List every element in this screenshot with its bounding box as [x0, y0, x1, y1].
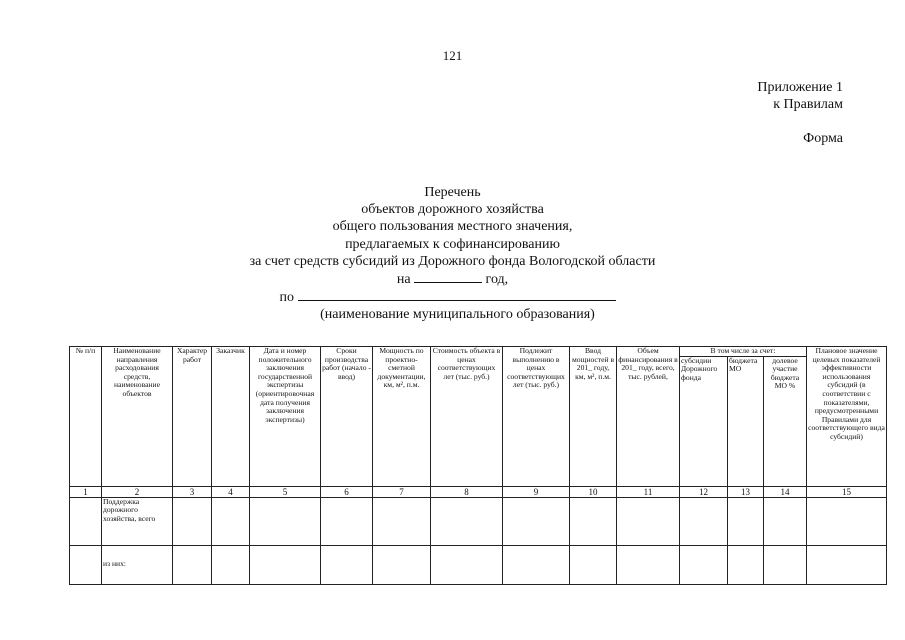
- municipality-prefix: по: [279, 290, 294, 306]
- header-commissioning: Ввод мощностей в 201_ году, км, м², п.м.: [570, 347, 617, 487]
- title-line-3: общего пользования местного значения,: [332, 219, 573, 235]
- title-line-4: предлагаемых к софинансированию: [345, 236, 560, 252]
- header-targets: Плановое значение целевых показателей эффективности использования субсидий (в соответствии с показателями, предусмотренными Правилами для соответствующего вида субсидий): [807, 347, 887, 487]
- header-number: № п/п: [70, 347, 102, 487]
- column-number: 8: [431, 486, 503, 497]
- header-mo-budget: бюджета МО: [728, 356, 764, 486]
- header-work-type: Характер работ: [173, 347, 212, 487]
- year-suffix: год,: [485, 272, 509, 288]
- header-expertise: Дата и номер положительного заключения государственной экспертизы (ориентировочная дата получения заключения экспертизы): [250, 347, 321, 487]
- document-title: [0, 184, 905, 324]
- year-line: [0, 270, 905, 288]
- municipality-blank: [298, 288, 616, 301]
- title-line-2: объектов дорожного хозяйства: [361, 202, 544, 218]
- header-name: Наименование направления расходования средств, наименование объектов: [102, 347, 173, 487]
- row-label: Поддержка дорожного хозяйства, всего: [102, 497, 173, 545]
- title-line-5: за счет средств субсидий из Дорожного фонда Вологодской области: [249, 253, 656, 269]
- table-header-row: [70, 347, 887, 357]
- header-capacity: Мощность по проектно-сметной документации, км, м², п.м.: [373, 347, 431, 487]
- column-number: 10: [570, 486, 617, 497]
- title-line-1: Перечень: [424, 185, 481, 200]
- column-number: 9: [503, 486, 570, 497]
- page-number: 121: [442, 48, 463, 63]
- appendix-line-1: Приложение 1: [757, 80, 843, 95]
- year-blank: [414, 270, 482, 283]
- column-numbers-row: [70, 486, 887, 497]
- column-number: 2: [102, 486, 173, 497]
- municipality-caption: (наименование муниципального образования): [320, 307, 595, 323]
- header-road-fund: субсидии Дорожного фонда: [680, 356, 728, 486]
- column-number: 7: [373, 486, 431, 497]
- header-financing: Объем финансирования в 201_ году, всего, тыс. рублей,: [617, 347, 680, 487]
- header-customer: Заказчик: [212, 347, 250, 487]
- header-group-including: В том числе за счет:: [680, 347, 807, 357]
- column-number: 14: [764, 486, 807, 497]
- column-number: 3: [173, 486, 212, 497]
- header-to-execute: Подлежит выполнению в ценах соответствующих лет (тыс. руб.): [503, 347, 570, 487]
- row-number-cell: [70, 545, 102, 584]
- table-row: [70, 545, 887, 584]
- column-number: 12: [680, 486, 728, 497]
- column-number: 6: [321, 486, 373, 497]
- header-mo-share: долевое участие бюджета МО %: [764, 356, 807, 486]
- objects-table: [69, 346, 887, 585]
- header-terms: Сроки производства работ (начало - ввод): [321, 347, 373, 487]
- municipality-line: [0, 288, 905, 306]
- column-number: 11: [617, 486, 680, 497]
- table-row: [70, 497, 887, 545]
- appendix-line-2: к Правилам: [773, 97, 843, 112]
- column-number: 15: [807, 486, 887, 497]
- appendix-label: [757, 79, 843, 113]
- column-number: 5: [250, 486, 321, 497]
- header-cost: Стоимость объекта в ценах соответствующих лет (тыс. руб.): [431, 347, 503, 487]
- column-number: 13: [728, 486, 764, 497]
- row-label: из них:: [102, 545, 173, 584]
- column-number: 4: [212, 486, 250, 497]
- year-prefix: на: [396, 272, 411, 288]
- row-number-cell: [70, 497, 102, 545]
- form-label: Форма: [803, 131, 843, 146]
- column-number: 1: [70, 486, 102, 497]
